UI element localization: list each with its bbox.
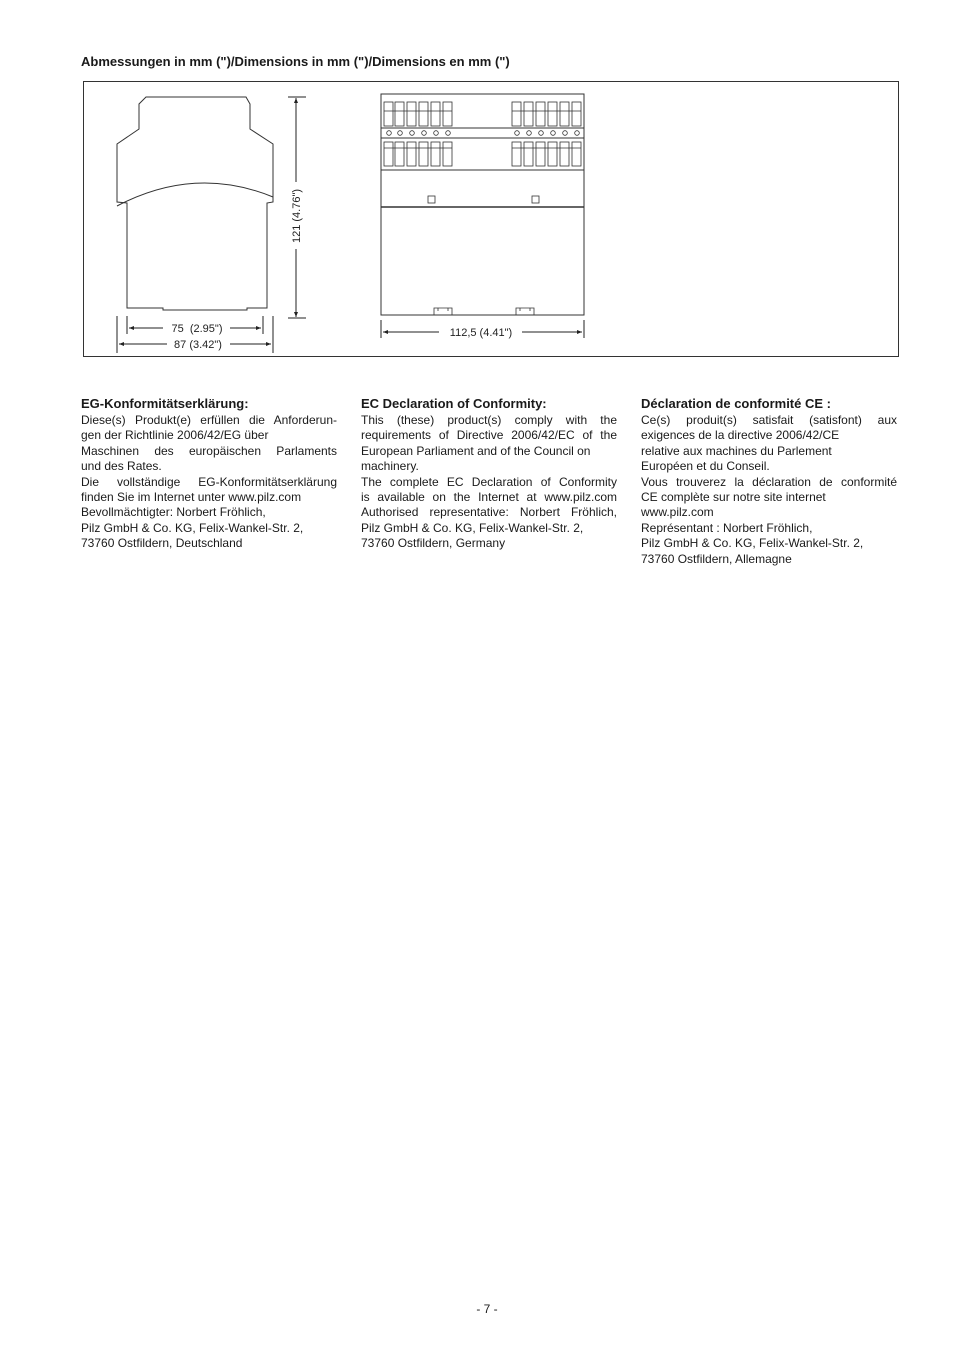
declaration-fr-line: relative aux machines du Parlement (641, 443, 832, 458)
side-view-drawing (117, 97, 273, 310)
declaration-en-line: machinery. (361, 459, 419, 474)
outer-width-label: 87 (3.42") (174, 339, 222, 351)
dimensions-drawing (84, 82, 900, 358)
declaration-en-line: 73760 Ostfildern, Germany (361, 536, 506, 551)
inner-width-label: 75 (2.95") (171, 323, 223, 335)
declaration-fr-line: Pilz GmbH & Co. KG, Felix-Wankel-Str. 2, (641, 536, 864, 551)
page-number: - 7 - (476, 1302, 498, 1316)
declaration-de-title: EG-Konformitätserklärung: (81, 396, 249, 411)
declaration-de-line: Die vollständige EG-Konformitätserklärung (81, 474, 337, 489)
declaration-fr-line: CE complète sur notre site internet (641, 490, 826, 505)
declaration-de-line: gen der Richtlinie 2006/42/EG über (81, 428, 269, 443)
declaration-en (361, 396, 617, 552)
declaration-de-line: finden Sie im Internet unter www.pilz.com (81, 490, 302, 505)
declaration-de-line: 73760 Ostfildern, Deutschland (81, 536, 243, 551)
declaration-en-line: requirements of Directive 2006/42/EC of the (361, 428, 617, 443)
height-label: 121 (4.76") (291, 188, 303, 244)
declaration-en-line: The complete EC Declaration of Conformity (361, 474, 617, 489)
declaration-fr-line: exigences de la directive 2006/42/CE (641, 428, 840, 443)
front-width-label: 112,5 (4.41") (449, 327, 513, 339)
page-heading: Abmessungen in mm (")/Dimensions in mm (")/Dimensions en mm (") (81, 54, 510, 69)
declaration-fr-line: Vous trouverez la déclaration de conformité (641, 474, 897, 489)
declaration-de-line: Bevollmächtigter: Norbert Fröhlich, (81, 505, 266, 520)
declaration-fr-line: Européen et du Conseil. (641, 459, 770, 474)
declaration-en-line: European Parliament and of the Council on (361, 443, 591, 458)
declaration-de (81, 396, 337, 552)
declaration-en-line: Pilz GmbH & Co. KG, Felix-Wankel-Str. 2, (361, 520, 584, 535)
declaration-fr-line: Ce(s) produit(s) satisfait (satisfont) aux (641, 413, 897, 427)
declaration-fr (641, 396, 897, 567)
declaration-en-line: is available on the Internet at www.pilz.com (361, 490, 617, 505)
front-view-drawing (381, 94, 584, 315)
declaration-en-line: Authorised representative: Norbert Fröhlich, (361, 505, 617, 520)
declaration-fr-line: www.pilz.com (641, 505, 714, 520)
declaration-fr-title: Déclaration de conformité CE : (641, 396, 831, 411)
declaration-fr-line: Représentant : Norbert Fröhlich, (641, 520, 813, 535)
declaration-en-line: This (these) product(s) comply with the (361, 413, 617, 427)
declaration-en-title: EC Declaration of Conformity: (361, 396, 547, 411)
declaration-de-line: Pilz GmbH & Co. KG, Felix-Wankel-Str. 2, (81, 520, 304, 535)
declaration-de-line: Maschinen des europäischen Parlaments (81, 443, 337, 458)
declaration-fr-line: 73760 Ostfildern, Allemagne (641, 551, 792, 566)
declaration-de-line: und des Rates. (81, 459, 162, 474)
terminal-rows (384, 102, 581, 315)
dimensions-figure (83, 81, 899, 357)
declaration-de-line: Diese(s) Produkt(e) erfüllen die Anforderun- (81, 413, 337, 427)
